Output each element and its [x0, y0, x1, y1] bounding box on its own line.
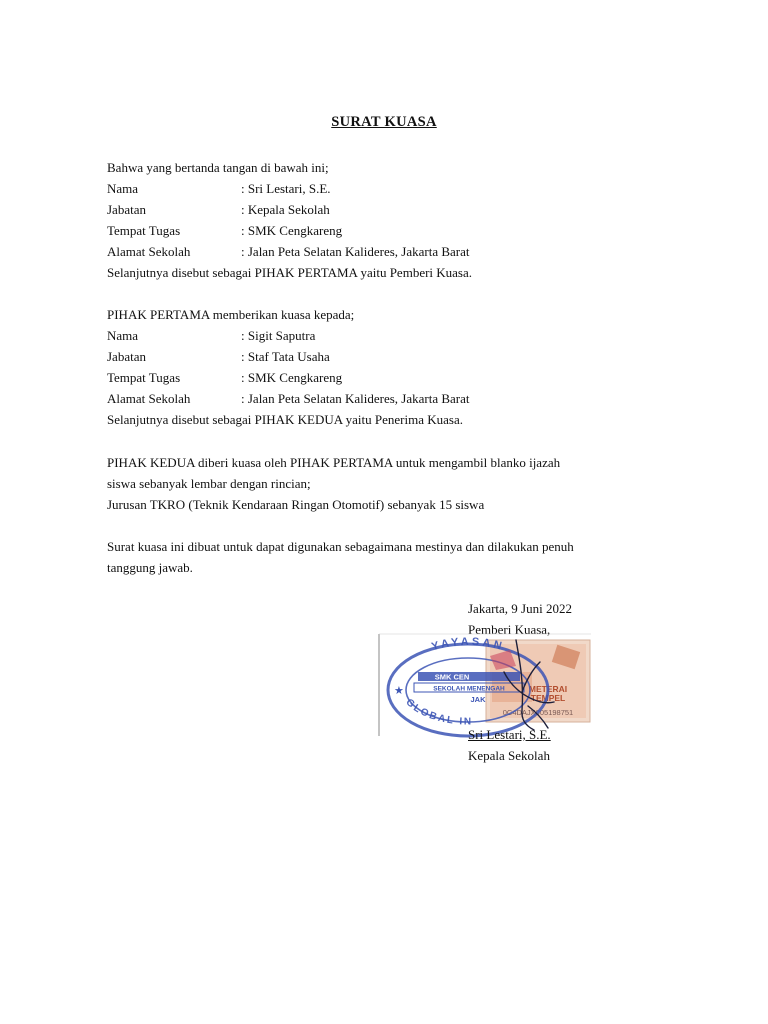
statement-line-1: Surat kuasa ini dibuat untuk dapat digunakan sebagaimana mestinya dan dilakukan penuh: [107, 539, 574, 554]
field-value: : Sri Lestari, S.E.: [241, 181, 331, 196]
signer-name-text: Sri Lestari, S.E.: [468, 727, 551, 742]
field-label: Nama: [107, 181, 139, 196]
field-label: Jabatan: [107, 202, 146, 217]
field-label: Tempat Tugas: [107, 370, 181, 385]
first-party-name-row: [107, 181, 331, 197]
field-label: Nama: [107, 328, 139, 343]
document-title: SURAT KUASA: [331, 114, 437, 130]
field-value: : SMK Cengkareng: [241, 370, 343, 385]
stamp-top-text: YAYASAN: [430, 635, 506, 654]
second-party-intro: PIHAK PERTAMA memberikan kuasa kepada;: [107, 307, 355, 322]
stamp-and-signature: [378, 632, 593, 738]
signer-name: [468, 727, 551, 743]
stamp-graphic: [378, 632, 593, 738]
materai-line1: METERAI: [528, 684, 568, 694]
second-party-name-row: [107, 328, 315, 344]
field-label: Alamat Sekolah: [107, 244, 191, 259]
field-value: : Staf Tata Usaha: [241, 349, 330, 364]
second-party-closing: Selanjutnya disebut sebagai PIHAK KEDUA yaitu Penerima Kuasa.: [107, 412, 463, 427]
body-line-1: PIHAK KEDUA diberi kuasa oleh PIHAK PERTAMA untuk mengambil blanko ijazah: [107, 455, 561, 470]
field-label: Alamat Sekolah: [107, 391, 191, 406]
field-value: : Kepala Sekolah: [241, 202, 330, 217]
second-party-address-row: [107, 391, 470, 407]
star-icon: ★: [394, 685, 404, 697]
svg-text:YAYASAN: [430, 636, 506, 653]
stamp-inner-line1: SMK CEN: [434, 672, 470, 682]
second-party-position-row: [107, 349, 330, 365]
materai-line2: TEMPEL: [530, 693, 566, 703]
statement-line-2: tanggung jawab.: [107, 560, 193, 575]
first-party-address-row: [107, 244, 470, 260]
stamp-inner-line3: JAK: [470, 695, 486, 704]
body-line-3: Jurusan TKRO (Teknik Kendaraan Ringan Otomotif) sebanyak 15 siswa: [107, 497, 485, 512]
first-party-workplace-row: [107, 223, 342, 239]
stamp-inner-line2: SEKOLAH MENENGAH: [433, 685, 505, 693]
field-label: Tempat Tugas: [107, 223, 181, 238]
place-date: Jakarta, 9 Juni 2022: [468, 601, 572, 616]
field-label: Jabatan: [107, 349, 146, 364]
first-party-position-row: [107, 202, 330, 218]
second-party-workplace-row: [107, 370, 342, 386]
stamp-bottom-text: GLOBAL IN: [403, 696, 474, 728]
body-line-2: siswa sebanyak lembar dengan rincian;: [107, 476, 311, 491]
signer-role-label: Pemberi Kuasa,: [468, 622, 551, 637]
first-party-closing: Selanjutnya disebut sebagai PIHAK PERTAMA yaitu Pemberi Kuasa.: [107, 265, 473, 280]
field-value: : Jalan Peta Selatan Kalideres, Jakarta Barat: [241, 391, 470, 406]
intro-text: Bahwa yang bertanda tangan di bawah ini;: [107, 160, 329, 175]
materai-serial: 0C4DAJX005198751: [502, 708, 574, 717]
field-value: : Jalan Peta Selatan Kalideres, Jakarta Barat: [241, 244, 470, 259]
signer-position: Kepala Sekolah: [468, 748, 550, 763]
field-value: : SMK Cengkareng: [241, 223, 343, 238]
field-value: : Sigit Saputra: [241, 328, 316, 343]
